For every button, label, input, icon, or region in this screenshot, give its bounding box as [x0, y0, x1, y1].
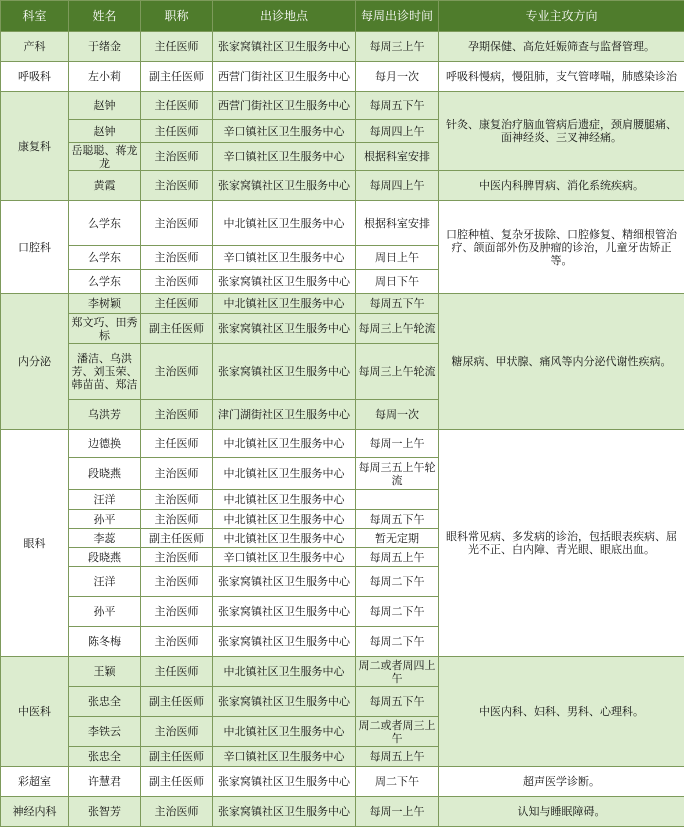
doctor-name: 李树颖 [69, 294, 141, 314]
clinic-time: 每周二下午 [356, 567, 439, 597]
doctor-title: 主治医师 [141, 567, 213, 597]
doctor-title: 主治医师 [141, 627, 213, 657]
clinic-time: 周二或者周三上午 [356, 717, 439, 747]
clinic-time: 周二下午 [356, 767, 439, 797]
doctor-name: 王颖 [69, 657, 141, 687]
doctor-title: 主治医师 [141, 548, 213, 567]
clinic-location: 中北镇社区卫生服务中心 [213, 430, 356, 458]
doctor-name: 赵钟 [69, 92, 141, 120]
clinic-location: 辛口镇社区卫生服务中心 [213, 246, 356, 270]
clinic-time: 每周五下午 [356, 294, 439, 314]
doctor-title: 主任医师 [141, 294, 213, 314]
clinic-location: 辛口镇社区卫生服务中心 [213, 143, 356, 171]
doctor-title: 主治医师 [141, 171, 213, 201]
table-row [1, 797, 684, 827]
table-row [1, 171, 684, 201]
table-row [1, 294, 684, 314]
clinic-time: 每周三上午 [356, 32, 439, 62]
doctor-title: 主治医师 [141, 270, 213, 294]
header-title: 职称 [141, 1, 213, 32]
doctor-name: 李铁云 [69, 717, 141, 747]
doctor-title: 副主任医师 [141, 62, 213, 92]
department-cell: 康复科 [1, 92, 69, 201]
doctor-title: 主治医师 [141, 246, 213, 270]
doctor-title: 主任医师 [141, 120, 213, 143]
clinic-location: 津门湖街社区卫生服务中心 [213, 400, 356, 430]
doctor-name: 孙平 [69, 597, 141, 627]
doctor-title: 主治医师 [141, 458, 213, 490]
clinic-location: 辛口镇社区卫生服务中心 [213, 548, 356, 567]
clinic-time: 每周五上午 [356, 747, 439, 767]
doctor-name: 张忠全 [69, 747, 141, 767]
doctor-title: 主治医师 [141, 490, 213, 510]
doctor-name: 边德换 [69, 430, 141, 458]
specialty-cell: 针灸、康复治疗脑血管病后遗症，颈肩腰腿痛、面神经炎、三叉神经痛。 [439, 92, 684, 171]
doctor-title: 副主任医师 [141, 529, 213, 548]
table-row [1, 92, 684, 120]
doctor-title: 主治医师 [141, 344, 213, 400]
specialty-cell: 中医内科脾胃病、消化系统疾病。 [439, 171, 684, 201]
clinic-location: 中北镇社区卫生服务中心 [213, 510, 356, 529]
doctor-name: 张智芳 [69, 797, 141, 827]
department-cell: 产科 [1, 32, 69, 62]
clinic-time: 每周三上午轮流 [356, 344, 439, 400]
clinic-location: 中北镇社区卫生服务中心 [213, 490, 356, 510]
clinic-location: 中北镇社区卫生服务中心 [213, 294, 356, 314]
clinic-time: 每周五上午 [356, 548, 439, 567]
clinic-time: 每周四上午 [356, 171, 439, 201]
clinic-location: 张家窝镇社区卫生服务中心 [213, 687, 356, 717]
table-row [1, 657, 684, 687]
clinic-location: 张家窝镇社区卫生服务中心 [213, 597, 356, 627]
table-row [1, 430, 684, 458]
clinic-time: 周二或者周四上午 [356, 657, 439, 687]
doctor-name: 于绪金 [69, 32, 141, 62]
clinic-time: 每周一上午 [356, 797, 439, 827]
specialty-cell: 超声医学诊断。 [439, 767, 684, 797]
doctor-name: 么学东 [69, 270, 141, 294]
department-cell: 彩超室 [1, 767, 69, 797]
doctor-name: 孙平 [69, 510, 141, 529]
department-cell: 眼科 [1, 430, 69, 657]
clinic-time: 每周三上午轮流 [356, 314, 439, 344]
specialty-cell: 孕期保健、高危妊娠筛查与监督管理。 [439, 32, 684, 62]
clinic-location: 张家窝镇社区卫生服务中心 [213, 314, 356, 344]
header-department: 科室 [1, 1, 69, 32]
clinic-time: 每周四上午 [356, 120, 439, 143]
clinic-location: 西营门街社区卫生服务中心 [213, 62, 356, 92]
clinic-location: 中北镇社区卫生服务中心 [213, 717, 356, 747]
doctor-title: 主治医师 [141, 510, 213, 529]
doctor-name: 陈冬梅 [69, 627, 141, 657]
doctor-name: 汪洋 [69, 490, 141, 510]
department-cell: 呼吸科 [1, 62, 69, 92]
doctor-name: 李蕊 [69, 529, 141, 548]
doctor-name: 么学东 [69, 201, 141, 246]
clinic-time: 每周二下午 [356, 597, 439, 627]
doctor-title: 主任医师 [141, 430, 213, 458]
clinic-time: 每周三五上午轮流 [356, 458, 439, 490]
department-cell: 中医科 [1, 657, 69, 767]
clinic-time: 每周一上午 [356, 430, 439, 458]
doctor-name: 黄霞 [69, 171, 141, 201]
doctor-name: 郑文巧、田秀标 [69, 314, 141, 344]
clinic-location: 张家窝镇社区卫生服务中心 [213, 567, 356, 597]
clinic-location: 辛口镇社区卫生服务中心 [213, 747, 356, 767]
doctor-name: 乌洪芳 [69, 400, 141, 430]
clinic-location: 张家窝镇社区卫生服务中心 [213, 344, 356, 400]
doctor-title: 主任医师 [141, 657, 213, 687]
clinic-time: 每周二下午 [356, 627, 439, 657]
doctor-title: 主治医师 [141, 717, 213, 747]
department-cell: 内分泌 [1, 294, 69, 430]
clinic-location: 中北镇社区卫生服务中心 [213, 458, 356, 490]
clinic-location: 张家窝镇社区卫生服务中心 [213, 627, 356, 657]
clinic-time: 根据科室安排 [356, 143, 439, 171]
doctor-name: 左小莉 [69, 62, 141, 92]
clinic-time: 每周五下午 [356, 687, 439, 717]
clinic-time: 每周五下午 [356, 510, 439, 529]
table-row [1, 32, 684, 62]
table-row [1, 62, 684, 92]
clinic-location: 辛口镇社区卫生服务中心 [213, 120, 356, 143]
doctor-title: 主治医师 [141, 143, 213, 171]
specialty-cell: 口腔种植、复杂牙拔除、口腔修复、精细根管治疗、颌面部外伤及肿瘤的诊治，儿童牙齿矫正等。 [439, 201, 684, 294]
specialty-cell: 呼吸科慢病，慢阻肺，支气管哮喘，肺感染诊治 [439, 62, 684, 92]
doctor-title: 副主任医师 [141, 767, 213, 797]
doctor-title: 副主任医师 [141, 747, 213, 767]
header-specialty: 专业主攻方向 [439, 1, 684, 32]
doctor-title: 主治医师 [141, 797, 213, 827]
clinic-location: 中北镇社区卫生服务中心 [213, 657, 356, 687]
clinic-location: 张家窝镇社区卫生服务中心 [213, 797, 356, 827]
doctor-name: 许慧君 [69, 767, 141, 797]
doctor-name: 段晓燕 [69, 458, 141, 490]
table-row [1, 201, 684, 246]
doctor-name: 岳聪聪、蒋龙龙 [69, 143, 141, 171]
clinic-time: 每周一次 [356, 400, 439, 430]
doctor-title: 副主任医师 [141, 314, 213, 344]
clinic-time [356, 490, 439, 510]
header-weekly-time: 每周出诊时间 [356, 1, 439, 32]
header-row [1, 1, 684, 32]
clinic-time: 周日下午 [356, 270, 439, 294]
doctor-name: 潘洁、乌洪芳、刘玉荣、韩苗苗、郑洁 [69, 344, 141, 400]
doctor-title: 副主任医师 [141, 687, 213, 717]
header-name: 姓名 [69, 1, 141, 32]
doctor-name: 赵钟 [69, 120, 141, 143]
department-cell: 神经内科 [1, 797, 69, 827]
doctor-title: 主治医师 [141, 400, 213, 430]
header-location: 出诊地点 [213, 1, 356, 32]
clinic-time: 暂无定期 [356, 529, 439, 548]
doctor-name: 么学东 [69, 246, 141, 270]
clinic-location: 中北镇社区卫生服务中心 [213, 201, 356, 246]
specialty-cell: 中医内科、妇科、男科、心理科。 [439, 657, 684, 767]
clinic-location: 西营门街社区卫生服务中心 [213, 92, 356, 120]
clinic-location: 张家窝镇社区卫生服务中心 [213, 270, 356, 294]
clinic-time: 每月一次 [356, 62, 439, 92]
doctor-title: 主任医师 [141, 32, 213, 62]
clinic-location: 张家窝镇社区卫生服务中心 [213, 171, 356, 201]
table-row [1, 767, 684, 797]
doctor-name: 张忠全 [69, 687, 141, 717]
clinic-location: 张家窝镇社区卫生服务中心 [213, 32, 356, 62]
clinic-location: 张家窝镇社区卫生服务中心 [213, 767, 356, 797]
specialty-cell: 糖尿病、甲状腺、痛风等内分泌代谢性疾病。 [439, 294, 684, 430]
doctor-name: 段晓燕 [69, 548, 141, 567]
doctor-title: 主治医师 [141, 597, 213, 627]
department-cell: 口腔科 [1, 201, 69, 294]
clinic-time: 每周五下午 [356, 92, 439, 120]
doctor-name: 汪洋 [69, 567, 141, 597]
doctor-title: 主任医师 [141, 92, 213, 120]
doctor-title: 主治医师 [141, 201, 213, 246]
specialty-cell: 眼科常见病、多发病的诊治，包括眼表疾病、屈光不正、白内障、青光眼、眼底出血。 [439, 430, 684, 657]
specialty-cell: 认知与睡眠障碍。 [439, 797, 684, 827]
clinic-time: 根据科室安排 [356, 201, 439, 246]
clinic-time: 周日上午 [356, 246, 439, 270]
clinic-location: 中北镇社区卫生服务中心 [213, 529, 356, 548]
